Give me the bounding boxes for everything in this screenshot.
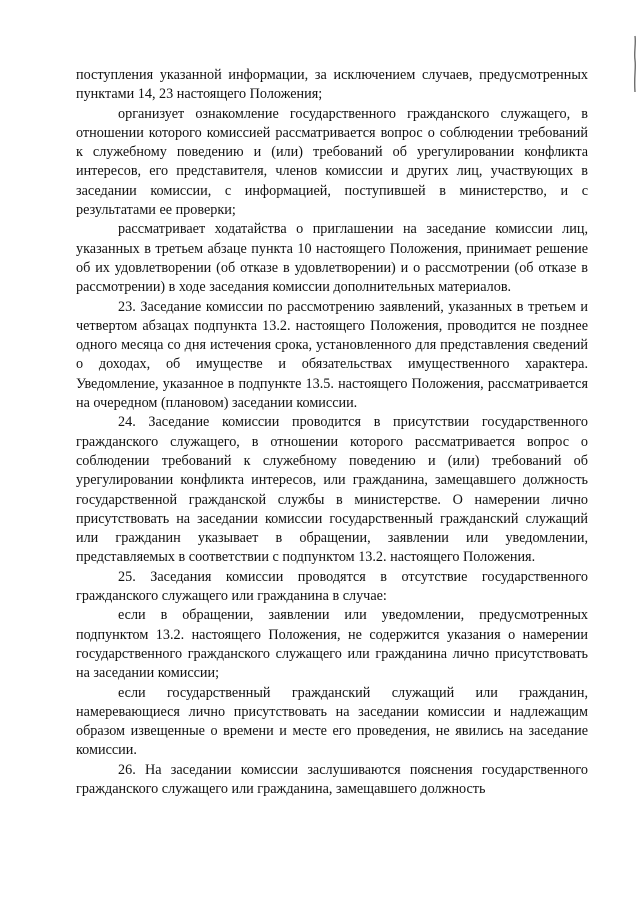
paragraph-clause-25-case-1: если в обращении, заявлении или уведомлении, предусмотренных подпунктом 13.2. настоящего Положения, не содержится указания о намерении государственного гражданского служащего или гражданина лично присутствовать на заседании комиссии; <box>76 607 588 682</box>
document-body <box>76 66 588 799</box>
paragraph-clause-23: 23. Заседание комиссии по рассмотрению заявлений, указанных в третьем и четвертом абзацах подпункта 13.2. настоящего Положения, проводится не позднее одного месяца со дня истечения срока, установленного для представления сведений о доходах, об имуществе и обязательствах имущественного характера. Уведомление, указанное в подпункте 13.5. настоящего Положения, рассматривается на очередном (плановом) заседании комиссии. <box>76 298 588 412</box>
paragraph-continuation: поступления указанной информации, за исключением случаев, предусмотренных пунктами 14, 23 настоящего Положения; <box>76 67 588 103</box>
paragraph-clause-24: 24. Заседание комиссии проводится в присутствии государственного гражданского служащего, в отношении которого рассматривается вопрос о соблюдении требований к служебному поведению и (или) требований об урегулировании конфликта интересов, или гражданина, замещавшего должность государственной гражданской службы в министерстве. О намерении лично присутствовать на заседании комиссии государственный гражданский служащий или гражданин указывает в обращении, заявлении или уведомлении, представляемых в соответствии с подпунктом 13.2. настоящего Положения. <box>76 414 588 566</box>
paragraph-clause-26: 26. На заседании комиссии заслушиваются пояснения государственного гражданского служащего или гражданина, замещавшего должность <box>76 761 588 797</box>
paragraph-petitions: рассматривает ходатайства о приглашении на заседание комиссии лиц, указанных в третьем абзаце пункта 10 настоящего Положения, принимает решение об их удовлетворении (об отказе в удовлетворении) и о рассмотрении (об отказе в рассмотрении) в ходе заседания комиссии дополнительных материалов. <box>76 221 588 296</box>
scan-edge-mark <box>632 34 638 94</box>
paragraph-clause-25-case-2: если государственный гражданский служащий или гражданин, намеревающиеся лично присутствовать на заседании комиссии и надлежащим образом извещенные о времени и месте его проведения, не явились на заседание комиссии. <box>76 684 588 759</box>
paragraph-clause-25: 25. Заседания комиссии проводятся в отсутствие государственного гражданского служащего или гражданина в случае: <box>76 568 588 605</box>
paragraph-familiarization: организует ознакомление государственного гражданского служащего, в отношении которого комиссией рассматривается вопрос о соблюдении требований к служебному поведению и (или) требований об урегулировании конфликта интересов, его представителя, членов комиссии и других лиц, участвующих в заседании комиссии, с информацией, поступившей в министерство, и с результатами ее проверки; <box>76 105 588 219</box>
